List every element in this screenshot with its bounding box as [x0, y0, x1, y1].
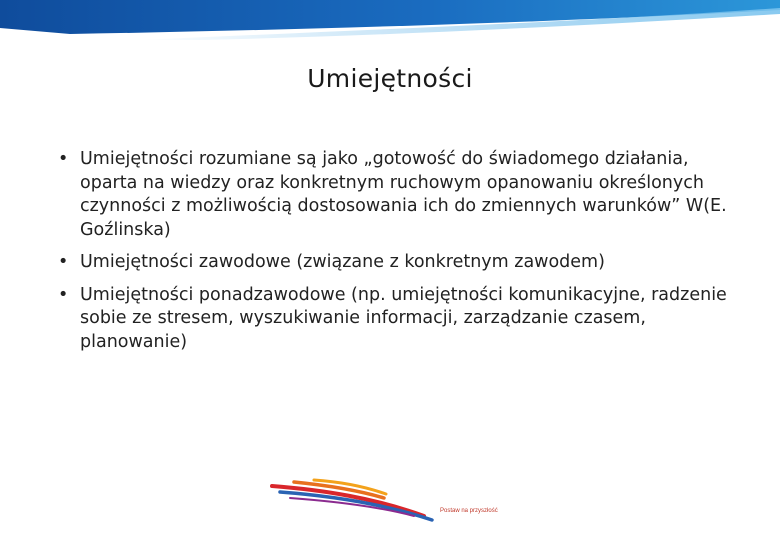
- bullet-text: Umiejętności rozumiane są jako „gotowość do świadomego działania, oparta na wiedzy oraz konkretnym ruchowym opanowaniu określonych czynności z możliwością dostosowania ich do zmiennych warunków” W(E. Goźlinska): [80, 149, 727, 240]
- footer-logo-tagline: Postaw na przyszłość: [440, 508, 498, 514]
- top-decorative-band: [0, 0, 780, 40]
- bullet-item: [58, 148, 738, 242]
- bullet-text: Umiejętności ponadzawodowe (np. umiejętności komunikacyjne, radzenie sobie ze stresem, wyszukiwanie informacji, zarządzanie czasem, planowanie): [80, 284, 727, 352]
- slide-title: Umiejętności: [307, 64, 473, 93]
- bullet-marker: •: [58, 252, 69, 272]
- footer-logo-swoosh: [264, 472, 524, 528]
- bullet-item: [58, 284, 738, 355]
- bullet-marker: •: [58, 284, 69, 305]
- bullet-item: [58, 251, 738, 275]
- bullet-marker: •: [58, 149, 69, 169]
- bullet-list: [58, 148, 738, 363]
- bullet-text: Umiejętności zawodowe (związane z konkretnym zawodem): [80, 252, 605, 272]
